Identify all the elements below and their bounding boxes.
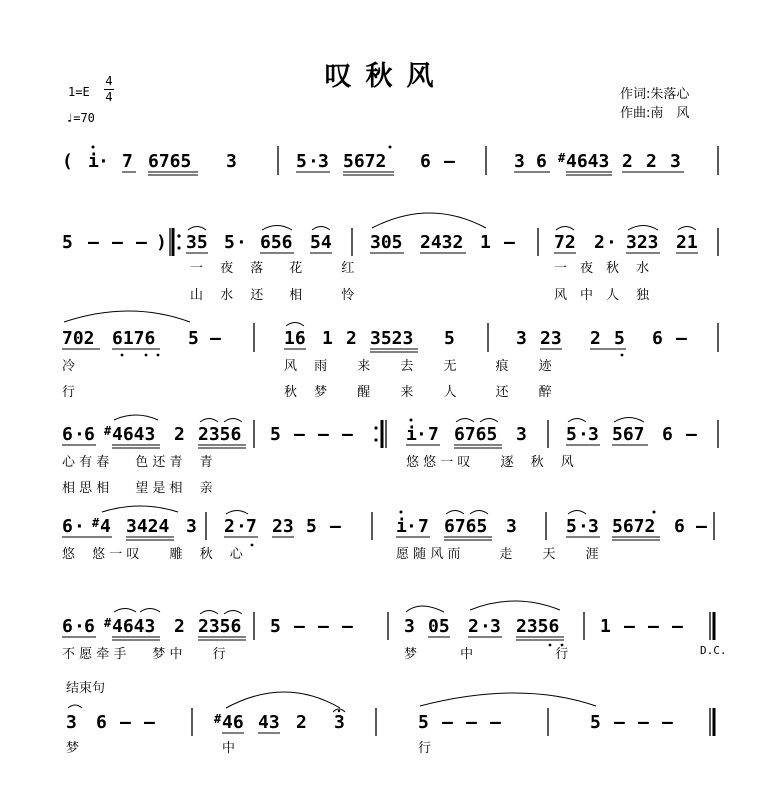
svg-text:6: 6 bbox=[84, 424, 95, 445]
svg-text:3: 3 bbox=[588, 516, 599, 537]
lyrics-line-6 bbox=[62, 646, 568, 662]
lyric-v1: 梦 中 行 bbox=[404, 647, 569, 662]
svg-text:·: · bbox=[606, 232, 617, 253]
svg-text:2: 2 bbox=[622, 151, 633, 172]
svg-text:–: – bbox=[342, 616, 353, 637]
lyric-v2: 风 中 人 独 bbox=[554, 288, 650, 303]
svg-text:·: · bbox=[308, 151, 319, 172]
lyric-v1: 悠 悠 一 叹 逐 秋 风 bbox=[406, 455, 574, 470]
svg-text:6: 6 bbox=[652, 328, 663, 349]
svg-text:–: – bbox=[342, 424, 353, 445]
svg-text:–: – bbox=[136, 232, 147, 253]
lyric-v1: 风 雨 来 去 无 痕 迹 bbox=[284, 359, 552, 374]
svg-text:·: · bbox=[416, 424, 427, 445]
lyric-v1: 愿 随 风 而 走 天 涯 bbox=[396, 547, 599, 562]
svg-text:5: 5 bbox=[62, 232, 73, 253]
svg-text:5: 5 bbox=[188, 328, 199, 349]
svg-text:72: 72 bbox=[554, 232, 576, 253]
svg-text:–: – bbox=[210, 328, 221, 349]
svg-text:7: 7 bbox=[418, 516, 429, 537]
svg-text:6: 6 bbox=[536, 151, 547, 172]
svg-text:6765: 6765 bbox=[444, 516, 488, 537]
svg-text:–: – bbox=[442, 712, 453, 733]
lyricist: 作词:朱落心 bbox=[620, 87, 690, 102]
lyric-v1: 不 愿 牵 手 梦 中 行 bbox=[62, 647, 226, 662]
svg-text:–: – bbox=[696, 516, 707, 537]
svg-text:5: 5 bbox=[418, 712, 429, 733]
svg-text:5: 5 bbox=[296, 151, 307, 172]
svg-text:46: 46 bbox=[222, 712, 244, 733]
lyric-v2: 相 思 相 望 是 相 亲 bbox=[62, 481, 213, 496]
tempo-value: =70 bbox=[73, 111, 95, 125]
svg-text:–: – bbox=[638, 712, 649, 733]
svg-text:–: – bbox=[490, 712, 501, 733]
time-denominator: 4 bbox=[105, 90, 113, 104]
svg-text:#: # bbox=[558, 151, 566, 165]
svg-text:323: 323 bbox=[626, 232, 659, 253]
svg-text:6: 6 bbox=[84, 616, 95, 637]
svg-text:–: – bbox=[614, 712, 625, 733]
svg-text:3523: 3523 bbox=[370, 328, 414, 349]
score-line-5 bbox=[62, 506, 714, 546]
score-line-7 bbox=[66, 692, 714, 736]
score-line-6 bbox=[62, 601, 714, 646]
svg-text:3: 3 bbox=[514, 151, 525, 172]
svg-text:5: 5 bbox=[306, 516, 317, 537]
lyric-v1: 悠 悠 一 叹 雕 秋 心 bbox=[62, 547, 243, 562]
svg-text:2356: 2356 bbox=[198, 616, 242, 637]
svg-text:6765: 6765 bbox=[148, 151, 192, 172]
svg-text:23: 23 bbox=[272, 516, 294, 537]
svg-text:·: · bbox=[236, 516, 247, 537]
svg-text:2: 2 bbox=[224, 516, 235, 537]
svg-text:5: 5 bbox=[270, 616, 281, 637]
svg-text:3: 3 bbox=[404, 616, 415, 637]
svg-text:i: i bbox=[406, 424, 417, 445]
svg-text:·: · bbox=[74, 616, 85, 637]
svg-text:6: 6 bbox=[62, 424, 73, 445]
svg-text:–: – bbox=[112, 232, 123, 253]
svg-text:7: 7 bbox=[122, 151, 133, 172]
svg-text:5: 5 bbox=[224, 232, 235, 253]
svg-text:305: 305 bbox=[370, 232, 403, 253]
svg-text:1: 1 bbox=[600, 616, 611, 637]
lyric-v2: 行 bbox=[62, 385, 76, 400]
lyrics-line-3 bbox=[62, 358, 553, 400]
svg-text:–: – bbox=[672, 616, 683, 637]
svg-text:2432: 2432 bbox=[420, 232, 464, 253]
lyric-v1: 一 夜 落 花 红 bbox=[190, 261, 355, 276]
svg-text:2: 2 bbox=[296, 712, 307, 733]
lyrics-line-4 bbox=[62, 454, 574, 496]
lyrics-line-5 bbox=[62, 546, 599, 562]
svg-text:#: # bbox=[104, 616, 112, 630]
quarter-note-icon: ♩ bbox=[66, 111, 74, 125]
svg-text:–: – bbox=[294, 616, 305, 637]
svg-text:#: # bbox=[104, 424, 112, 438]
svg-text:–: – bbox=[294, 424, 305, 445]
svg-text:#: # bbox=[214, 712, 222, 726]
svg-text:54: 54 bbox=[310, 232, 332, 253]
svg-text:(: ( bbox=[62, 151, 73, 172]
svg-text:6: 6 bbox=[62, 616, 73, 637]
lyric-v2: 山 水 还 相 怜 bbox=[190, 288, 355, 303]
song-title: 叹秋风 bbox=[324, 61, 448, 92]
svg-text:2356: 2356 bbox=[198, 424, 242, 445]
score-line-3 bbox=[62, 311, 718, 356]
svg-text:·: · bbox=[480, 616, 491, 637]
svg-text:3: 3 bbox=[516, 328, 527, 349]
svg-text:5672: 5672 bbox=[343, 151, 387, 172]
score-line-2 bbox=[62, 213, 718, 256]
composer: 作曲:南 风 bbox=[620, 106, 690, 121]
svg-text:–: – bbox=[318, 424, 329, 445]
svg-text:5: 5 bbox=[590, 712, 601, 733]
svg-text:2: 2 bbox=[174, 424, 185, 445]
svg-text:3: 3 bbox=[490, 616, 501, 637]
svg-text:–: – bbox=[686, 424, 697, 445]
lyric-v1: 梦 bbox=[66, 741, 80, 756]
svg-text:4643: 4643 bbox=[112, 424, 156, 445]
svg-text:–: – bbox=[624, 616, 635, 637]
svg-text:2356: 2356 bbox=[516, 616, 560, 637]
svg-text:23: 23 bbox=[540, 328, 562, 349]
svg-text:3: 3 bbox=[588, 424, 599, 445]
svg-text:1: 1 bbox=[322, 328, 333, 349]
svg-text:–: – bbox=[648, 616, 659, 637]
svg-text:6176: 6176 bbox=[112, 328, 156, 349]
svg-text:3424: 3424 bbox=[126, 516, 170, 537]
svg-text:35: 35 bbox=[186, 232, 208, 253]
svg-text:4643: 4643 bbox=[566, 151, 610, 172]
score-line-1 bbox=[62, 146, 718, 176]
svg-text:1: 1 bbox=[480, 232, 491, 253]
svg-text:2: 2 bbox=[590, 328, 601, 349]
lyric-v1: 一 夜 秋 水 bbox=[554, 261, 650, 276]
svg-text:–: – bbox=[466, 712, 477, 733]
svg-text:5: 5 bbox=[444, 328, 455, 349]
svg-text:3: 3 bbox=[516, 424, 527, 445]
svg-text:i: i bbox=[88, 151, 99, 172]
svg-text:–: – bbox=[662, 712, 673, 733]
lyric-v1: 行 bbox=[418, 741, 432, 756]
lyrics-line-2 bbox=[190, 260, 650, 303]
svg-text:6: 6 bbox=[62, 516, 73, 537]
svg-text:·: · bbox=[578, 516, 589, 537]
svg-text:·: · bbox=[74, 424, 85, 445]
svg-text:2: 2 bbox=[346, 328, 357, 349]
svg-text:–: – bbox=[504, 232, 515, 253]
svg-text:3: 3 bbox=[670, 151, 681, 172]
ending-label: 结束句 bbox=[66, 681, 106, 696]
svg-text:·: · bbox=[98, 151, 109, 172]
svg-text:43: 43 bbox=[258, 712, 280, 733]
svg-text:–: – bbox=[330, 516, 341, 537]
svg-text:3: 3 bbox=[318, 151, 329, 172]
svg-text:7: 7 bbox=[428, 424, 439, 445]
svg-text:656: 656 bbox=[260, 232, 293, 253]
svg-text:3: 3 bbox=[334, 712, 345, 733]
key-label: 1=E bbox=[68, 85, 90, 99]
svg-text:5672: 5672 bbox=[612, 516, 656, 537]
svg-text:7: 7 bbox=[246, 516, 257, 537]
svg-text:2: 2 bbox=[646, 151, 657, 172]
svg-text:5: 5 bbox=[270, 424, 281, 445]
svg-text:–: – bbox=[120, 712, 131, 733]
svg-text:–: – bbox=[676, 328, 687, 349]
svg-text:5: 5 bbox=[566, 424, 577, 445]
svg-text:·: · bbox=[406, 516, 417, 537]
lyric-v1: 中 bbox=[222, 741, 236, 756]
svg-text:2: 2 bbox=[468, 616, 479, 637]
svg-text:702: 702 bbox=[62, 328, 95, 349]
svg-text:4643: 4643 bbox=[112, 616, 156, 637]
svg-text:2: 2 bbox=[594, 232, 605, 253]
svg-text:–: – bbox=[144, 712, 155, 733]
svg-text:21: 21 bbox=[676, 232, 698, 253]
svg-text:#: # bbox=[92, 516, 100, 530]
svg-text:5: 5 bbox=[566, 516, 577, 537]
svg-text:–: – bbox=[318, 616, 329, 637]
score-line-4 bbox=[62, 415, 718, 448]
svg-text:3: 3 bbox=[506, 516, 517, 537]
svg-text:6: 6 bbox=[674, 516, 685, 537]
svg-text:567: 567 bbox=[612, 424, 645, 445]
svg-text:16: 16 bbox=[284, 328, 306, 349]
svg-text:4: 4 bbox=[100, 516, 111, 537]
lyric-v1: 冷 bbox=[62, 359, 76, 374]
svg-text:·: · bbox=[578, 424, 589, 445]
svg-text:–: – bbox=[444, 151, 455, 172]
dc-marking: D.C. bbox=[700, 644, 727, 657]
svg-text:–: – bbox=[88, 232, 99, 253]
svg-text:6: 6 bbox=[420, 151, 431, 172]
svg-text:i: i bbox=[396, 516, 407, 537]
svg-text:3: 3 bbox=[66, 712, 77, 733]
svg-text:·: · bbox=[236, 232, 247, 253]
svg-text:3: 3 bbox=[186, 516, 197, 537]
lyric-v2: 秋 梦 醒 来 人 还 醉 bbox=[284, 385, 552, 400]
svg-text:3: 3 bbox=[226, 151, 237, 172]
svg-text:6765: 6765 bbox=[454, 424, 498, 445]
svg-text:05: 05 bbox=[428, 616, 450, 637]
lyrics-line-7 bbox=[66, 740, 431, 756]
svg-text:6: 6 bbox=[96, 712, 107, 733]
svg-text:6: 6 bbox=[662, 424, 673, 445]
svg-text:·: · bbox=[74, 516, 85, 537]
svg-text:): ) bbox=[156, 232, 167, 253]
time-numerator: 4 bbox=[105, 74, 113, 88]
lyric-v1: 心 有 春 色 还 青 青 bbox=[62, 455, 213, 470]
svg-text:2: 2 bbox=[174, 616, 185, 637]
svg-text:5: 5 bbox=[614, 328, 625, 349]
